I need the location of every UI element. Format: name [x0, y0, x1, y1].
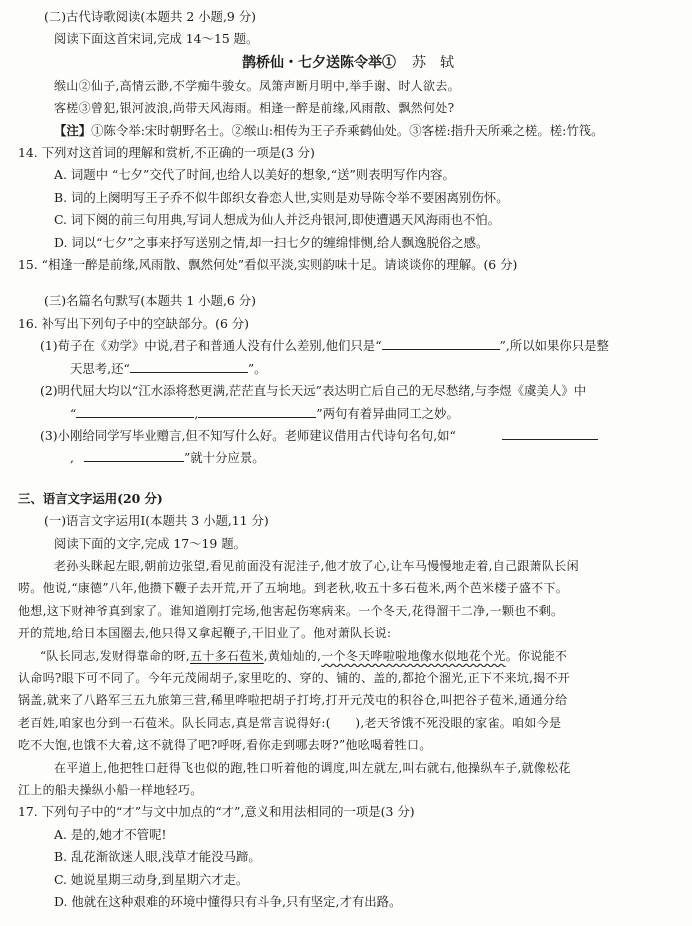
- passage-line: 老孙头眯起左眼,朝前边张望,看见前面没有泥洼子,他才放了心,让车马慢慢地走着,自己跟萧队长闲: [54, 558, 579, 573]
- section-header-dictation: (三)名篇名句默写(本题共 1 小题,6 分): [44, 293, 256, 309]
- passage-line: 老百姓,咱家也分到一石苞米。队长同志,真是常言说得好:( ),老天爷饿不死没眼的家雀。咱如今是: [18, 715, 562, 730]
- q16-1-text-b: ”,所以如果你只是整: [499, 338, 609, 354]
- q16-2-text-b: “: [70, 405, 77, 421]
- answer-blank[interactable]: [76, 405, 194, 418]
- passage-line: 他想,这下财神爷真到家了。谁知道刚打完场,他害起伤寒病来。一个冬天,花得溜干二净,一颗也不剩。: [18, 603, 564, 618]
- poem-title-text: 鹊桥仙・七夕送陈令举①: [242, 54, 396, 71]
- wavy-underlined-phrase: 一个冬天哗啦啦地像水似地花个光: [321, 648, 506, 663]
- q16-2-text-c: ,: [194, 405, 199, 421]
- q16-3-text-a: (3)小刚给同学写毕业赠言,但不知写什么好。老师建议借用古代诗句名句,如“: [40, 427, 456, 443]
- passage-seg: ,黄灿灿的,: [263, 648, 322, 663]
- poem-line-2: 客槎③曾犯,银河波浪,尚带天风海雨。相逢一醉是前缘,风雨散、飘然何处?: [54, 101, 455, 116]
- poem-author: 苏 轼: [412, 54, 454, 71]
- q16-3-text-c: ”就十分应景。: [183, 450, 265, 466]
- q17-stem: 17. 下列句子中的“才”与文中加点的“才”,意义和用法相同的一项是(3 分): [18, 804, 415, 820]
- passage-seg: 。你说能不: [505, 648, 568, 663]
- answer-blank[interactable]: [198, 405, 316, 418]
- q16-3-text-b: ,: [70, 450, 74, 466]
- passage-seg: “队长同志,发财得靠命的呀,: [40, 648, 190, 663]
- q17-option-a: A. 是的,她才不管呢!: [54, 826, 167, 842]
- passage-line: 开的荒地,给日本国圈去,他只得又拿起鞭子,干旧业了。他对萧队长说:: [18, 626, 392, 641]
- q17-option-d: D. 他就在这种艰难的环境中懂得只有斗争,只有坚定,才有出路。: [54, 894, 402, 910]
- q16-stem: 16. 补写出下列句子中的空缺部分。(6 分): [18, 315, 249, 331]
- answer-blank[interactable]: [502, 427, 598, 440]
- note-label: 【注】: [54, 122, 92, 138]
- passage-line: 在平道上,他把牲口赶得飞也似的跑,牲口听着他的调度,叫左就左,叫右就右,他操纵车子,就像松花: [54, 760, 571, 775]
- answer-blank[interactable]: [84, 449, 184, 462]
- q14-option-c: C. 词下阕的前三句用典,写词人想成为仙人并泛舟银河,即使遭遇天风海雨也不怕。: [54, 212, 501, 228]
- q14-stem: 14. 下列对这首词的理解和赏析,不正确的一项是(3 分): [18, 145, 315, 161]
- passage-line: 吃不大饱,也饿不大着,这不就得了吧?呼呀,看你走到哪去呀?”他吆喝着牲口。: [18, 738, 432, 753]
- q16-item-3-cont: [18, 447, 678, 469]
- q16-item-1-cont: [18, 358, 678, 380]
- passage-line: 锅盖,就来了八路军三五九旅第三营,稀里哗啦把胡子打垮,打开元茂屯的积谷仓,叫把谷子苞米,通通分给: [18, 693, 568, 708]
- q14-option-b: B. 词的上阕明写王子乔不似牛郎织女眷恋人世,实则是劝导陈令举不要困离别伤怀。: [54, 189, 509, 205]
- poem-notes: [18, 120, 678, 142]
- answer-blank[interactable]: [382, 337, 500, 350]
- passage-line: 唠。他说,“康德”八年,他攒下鞭子去开荒,开了五垧地。到老秋,收五十多石苞米,两个芭米楼子盛不下。: [18, 581, 569, 596]
- q16-item-1: [18, 335, 678, 357]
- answer-blank[interactable]: [130, 360, 248, 373]
- section-header-poetry: (二)古代诗歌阅读(本题共 2 小题,9 分): [44, 9, 256, 24]
- passage-line: [18, 645, 678, 667]
- q16-1-text-c: 天思考,还“: [70, 360, 130, 376]
- q16-2-text-d: ”两句有着异曲同工之妙。: [316, 405, 459, 421]
- poetry-instruction: 阅读下面这首宋词,完成 14～15 题。: [54, 31, 259, 47]
- part-header-language: 三、语言文字运用(20 分): [18, 490, 163, 506]
- passage-line: 江上的船夫操纵小船一样地轻巧。: [18, 783, 203, 797]
- q17-option-b: B. 乱花渐欲迷人眼,浅草才能没马蹄。: [54, 849, 261, 865]
- poem-line-1: 缑山②仙子,高情云渺,不学痴牛骏女。凤箫声断月明中,举手谢、时人欲去。: [54, 78, 460, 93]
- q15-stem: 15. “相逢一醉是前缘,风雨散、飘然何处”看似平淡,实则韵味十足。请谈谈你的理解。(6 分): [18, 257, 518, 273]
- underlined-phrase: 五十多石苞米: [189, 648, 264, 663]
- q16-item-2-cont: [18, 403, 678, 425]
- q14-option-d: D. 词以“七夕”之事来抒写送别之情,却一扫七夕的缠绵悱恻,给人飘逸脱俗之感。: [54, 234, 489, 250]
- q16-1-text-d: ”。: [247, 360, 267, 376]
- note-text: ①陈令举:宋时朝野名士。②缑山:相传为王子乔乘鹤仙处。③客槎:指升天所乘之槎。槎:竹筏。: [91, 122, 604, 138]
- q16-item-2: (2)明代屈大均以“江水添将愁更满,茫茫直与长天远”表达明亡后自己的无尽愁绪,与李煜《虞美人》中: [40, 383, 587, 399]
- q16-item-3: [18, 425, 678, 447]
- q17-option-c: C. 她说星期三动身,到星期六才走。: [54, 871, 249, 887]
- poem-title: [18, 51, 678, 75]
- passage-line: 认命吗?眼下可不同了。今年元茂闹胡子,家里吃的、穿的、铺的、盖的,都抢个溜光,正下不来坑,揭不开: [18, 670, 571, 685]
- passage-instruction: 阅读下面的文字,完成 17～19 题。: [54, 535, 247, 551]
- q14-option-a: A. 词题中 “七夕”交代了时间,也给人以美好的想象,“送”则表明写作内容。: [54, 167, 455, 183]
- q16-1-text-a: (1)荀子在《劝学》中说,君子和普通人没有什么差别,他们只是“: [40, 338, 382, 354]
- subsection-header: (一)语言文字运用Ⅰ(本题共 3 小题,11 分): [44, 513, 269, 529]
